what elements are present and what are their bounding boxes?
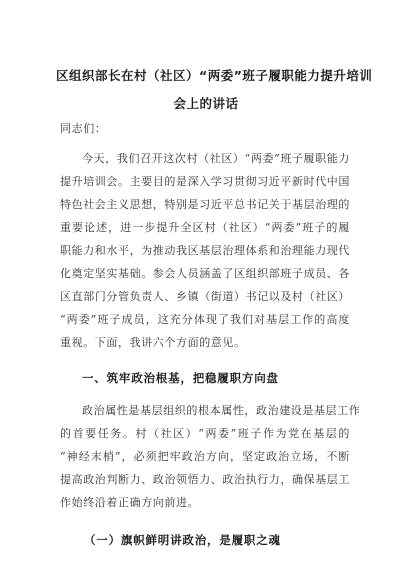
- salutation: 同志们：: [60, 122, 107, 135]
- document-title-line-2: 会上的讲话: [173, 96, 239, 111]
- intro-paragraph-line: 今天，我们召开这次村（社区）“两委”班子履职能力: [82, 152, 350, 165]
- intro-paragraph-line: “两委”班子成员，这充分体现了我们对基层工作的高度: [60, 313, 350, 326]
- section-paragraph-line: 政治属性是基层组织的根本属性，政治建设是基层工作: [82, 404, 361, 417]
- section-paragraph-line: 的首要任务。村（社区）“两委”班子作为党在基层的: [60, 427, 350, 440]
- intro-paragraph-line: 重要论述，进一步提升全区村（社区）“两委”班子的履: [60, 221, 350, 234]
- intro-paragraph-line: 区直部门分管负责人、乡镇（街道）书记以及村（社区）: [60, 290, 350, 303]
- section-paragraph-line: “神经末梢”，必须把牢政治方向，坚定政治立场，不断: [60, 450, 350, 463]
- document-title-line-1: 区组织部长在村（社区）“两委”班子履职能力提升培训: [56, 68, 373, 83]
- intro-paragraph-line: 职能力和水平，为推动我区基层治理体系和治理能力现代: [60, 244, 350, 257]
- section-heading: 一、筑牢政治根基，把稳履职方向盘: [82, 371, 279, 385]
- section-paragraph-line: 提高政治判断力、政治领悟力、政治执行力，确保基层工: [60, 473, 350, 486]
- subsection-heading: （一）旗帜鲜明讲政治，是履职之魂: [84, 533, 281, 547]
- intro-paragraph-line: 化奠定坚实基础。参会人员涵盖了区组织部班子成员、各: [60, 267, 350, 280]
- intro-paragraph-line: 重视。下面，我讲六个方面的意见。: [60, 336, 246, 349]
- intro-paragraph-line: 提升培训会。主要目的是深入学习贯彻习近平新时代中国: [60, 175, 350, 188]
- intro-paragraph-line: 特色社会主义思想，特别是习近平总书记关于基层治理的: [60, 198, 350, 211]
- section-paragraph-line: 作始终沿着正确方向前进。: [60, 496, 200, 509]
